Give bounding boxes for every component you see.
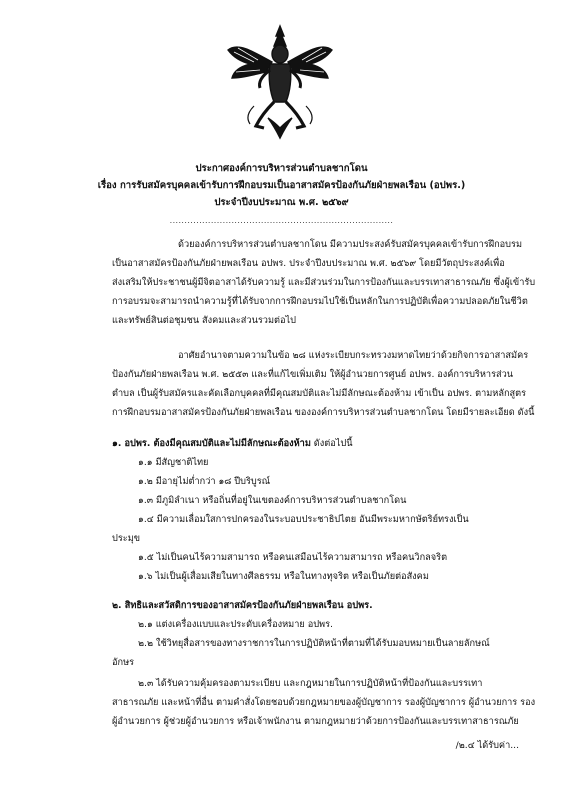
section2-item-continuation: อักษร <box>112 657 135 668</box>
section1-heading: ๑. อปพร. ต้องมีคุณสมบัติและไม่มีลักษณะต้องห้าม <box>112 438 311 449</box>
section1-item: ๑.๑ มีสัญชาติไทย <box>138 457 209 468</box>
continuation-note: /๒.๔ ได้รับค่า... <box>455 740 519 751</box>
section1-item-continuation: ประมุข <box>112 533 141 544</box>
section1-item: ๑.๒ มีอายุไม่ต่ำกว่า ๑๘ ปีบริบูรณ์ <box>138 476 271 487</box>
section2-item-continuation: ผู้อำนวยการ ผู้ช่วยผู้อำนวยการ หรือเจ้าพนักงาน ตามกฎหมายว่าด้วยการป้องกันและบรรเทาสาธารณภัย <box>112 716 519 727</box>
para2-line: การฝึกอบรมอาสาสมัครป้องกันภัยฝ่ายพลเรือน ขององค์การบริหารส่วนตำบลชากโดน โดยมีรายละเอียด ดังนี้ <box>112 407 535 418</box>
para1-line: และทรัพย์สินต่อชุมชน สังคมและส่วนรวมต่อไป <box>112 315 296 326</box>
section2-item: ๒.๓ ได้รับความคุ้มครองตามระเบียบ และกฎหมายในการปฏิบัติหน้าที่ป้องกันและบรรเทา <box>138 678 483 689</box>
para2-line: อาศัยอำนาจตามความในข้อ ๒๘ แห่งระเบียบกระทรวงมหาดไทยว่าด้วยกิจการอาสาสมัคร <box>178 350 529 361</box>
section2-item: ๒.๒ ใช้วิทยุสื่อสารของทางราชการในการปฏิบัติหน้าที่ตามที่ได้รับมอบหมายเป็นลายลักษณ์ <box>138 638 490 649</box>
section1-item: ๑.๔ มีความเลื่อมใสการปกครองในระบอบประชาธิปไตย อันมีพระมหากษัตริย์ทรงเป็น <box>138 514 469 525</box>
para1-line: ด้วยองค์การบริหารส่วนตำบลชากโดน มีความประสงค์รับสมัครบุคคลเข้ารับการฝึกอบรม <box>178 239 522 250</box>
para1-line: ส่งเสริมให้ประชาชนผู้มีจิตอาสาได้รับความรู้ และมีส่วนร่วมในการป้องกันและบรรเทาสาธารณภัย ซึ่งผู้เข้ารับ <box>112 277 536 288</box>
para1-line: เป็นอาสาสมัครป้องกันภัยฝ่ายพลเรือน อปพร. ประจำปีงบประมาณ พ.ศ. ๒๕๖๙ โดยมีวัตถุประสงค์เพื่อ <box>112 258 505 269</box>
section1-heading-line <box>112 437 352 450</box>
section1-item: ๑.๕ ไม่เป็นคนไร้ความสามารถ หรือคนเสมือนไร้ความสามารถ หรือคนวิกลจริต <box>138 552 448 563</box>
section1-heading-suffix: ดังต่อไปนี้ <box>310 438 353 449</box>
para1-line: การอบรมจะสามารถนำความรู้ที่ได้รับจากการฝึกอบรมไปใช้เป็นหลักในการปฏิบัติเพื่อความปลอดภัยในชีวิต <box>112 296 528 307</box>
document-subject: เรื่อง การรับสมัครบุคคลเข้ารับการฝึกอบรมเป็นอาสาสมัครป้องกันภัยฝ่ายพลเรือน (อปพร.) <box>97 180 466 191</box>
garuda-emblem-icon <box>224 22 336 140</box>
section1-item: ๑.๓ มีภูมิลำเนา หรือถิ่นที่อยู่ในเขตองค์การบริหารส่วนตำบลชากโดน <box>138 495 407 506</box>
document-title: ประกาศองค์การบริหารส่วนตำบลชากโดน <box>195 163 368 174</box>
title-separator: ............................................................................ <box>169 216 394 225</box>
section2-item: ๒.๑ แต่งเครื่องแบบและประดับเครื่องหมาย อปพร. <box>138 619 333 630</box>
section1-item: ๑.๖ ไม่เป็นผู้เสื่อมเสียในทางศีลธรรม หรือในทางทุจริต หรือเป็นภัยต่อสังคม <box>138 571 429 582</box>
document-fiscal-year: ประจำปีงบประมาณ พ.ศ. ๒๕๖๙ <box>214 197 349 208</box>
section2-heading: ๒. สิทธิและสวัสดิการของอาสาสมัครป้องกันภัยฝ่ายพลเรือน อปพร. <box>112 600 373 611</box>
section2-item-continuation: สาธารณภัย และหน้าที่อื่น ตามคำสั่งโดยชอบด้วยกฎหมายของผู้บัญชาการ รองผู้บัญชาการ ผู้อำนวยการ รอง <box>112 697 536 708</box>
para2-line: ตำบล เป็นผู้รับสมัครและคัดเลือกบุคคลที่มีคุณสมบัติและไม่มีลักษณะต้องห้าม เข้าเป็น อปพร. ตามหลักสูตร <box>112 388 527 399</box>
para2-line: ป้องกันภัยฝ่ายพลเรือน พ.ศ. ๒๕๕๓ และที่แก้ไขเพิ่มเติม ให้ผู้อำนวยการศูนย์ อปพร. องค์การบริหารส่วน <box>112 369 514 380</box>
